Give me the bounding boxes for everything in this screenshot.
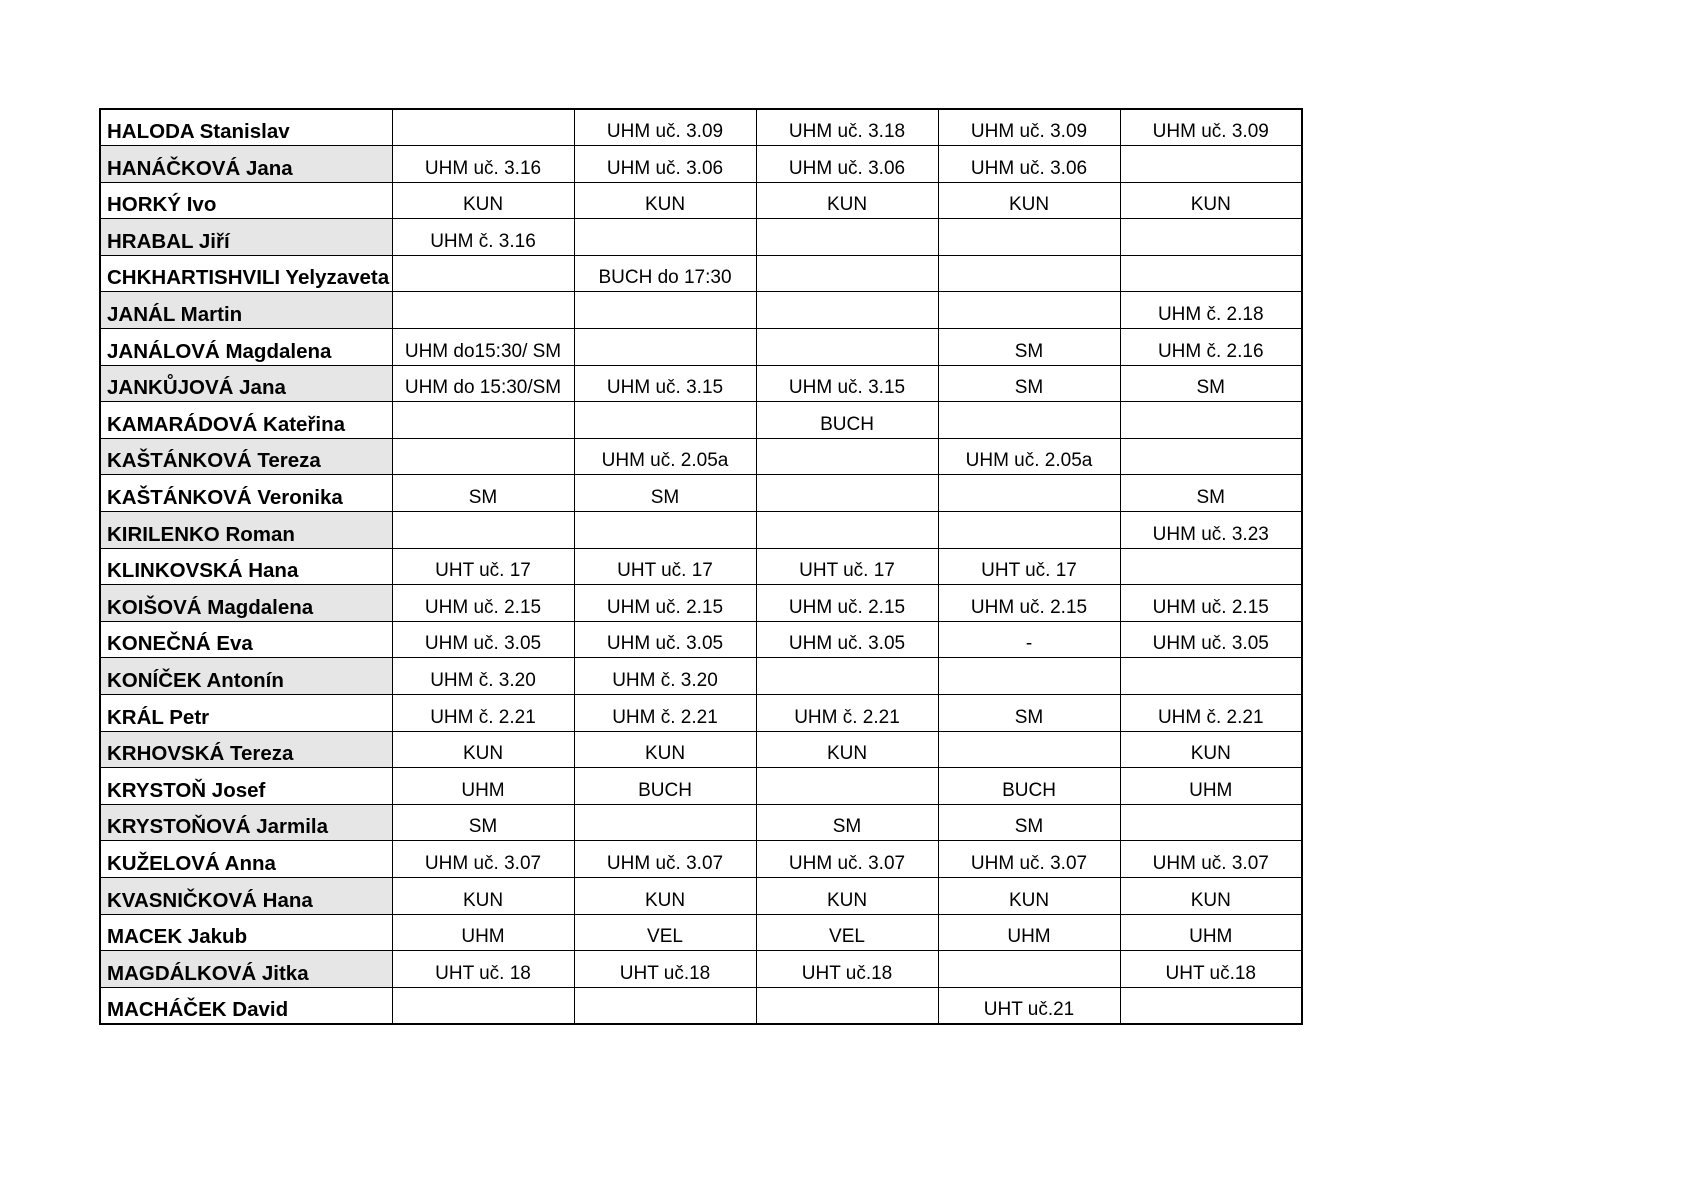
schedule-cell: UHM uč. 3.09 (574, 109, 756, 146)
schedule-cell: UHM uč. 3.16 (392, 146, 574, 183)
schedule-cell: KUN (574, 731, 756, 768)
schedule-cell (938, 475, 1120, 512)
schedule-cell (938, 731, 1120, 768)
table-row (100, 804, 1302, 841)
schedule-cell: UHT uč.21 (938, 987, 1120, 1024)
table-row (100, 731, 1302, 768)
table-row (100, 658, 1302, 695)
schedule-cell: UHM č. 2.16 (1120, 329, 1302, 366)
teacher-name: HORKÝ Ivo (100, 182, 392, 219)
table-row (100, 987, 1302, 1024)
teacher-name: MACHÁČEK David (100, 987, 392, 1024)
schedule-cell: SM (938, 365, 1120, 402)
schedule-cell (938, 402, 1120, 439)
schedule-cell: KUN (392, 182, 574, 219)
schedule-cell: UHM uč. 2.05a (938, 438, 1120, 475)
teacher-name: KRHOVSKÁ Tereza (100, 731, 392, 768)
schedule-cell: UHM do 15:30/SM (392, 365, 574, 402)
schedule-cell (938, 951, 1120, 988)
schedule-cell (392, 255, 574, 292)
schedule-cell: UHM uč. 3.18 (756, 109, 938, 146)
schedule-cell: KUN (1120, 731, 1302, 768)
schedule-cell (756, 219, 938, 256)
schedule-cell (756, 512, 938, 549)
teacher-name: KAŠTÁNKOVÁ Tereza (100, 438, 392, 475)
schedule-cell: SM (938, 804, 1120, 841)
schedule-cell: SM (392, 804, 574, 841)
schedule-cell: VEL (574, 914, 756, 951)
schedule-cell (938, 658, 1120, 695)
schedule-cell: UHM (1120, 768, 1302, 805)
schedule-cell: SM (938, 329, 1120, 366)
schedule-cell: SM (756, 804, 938, 841)
schedule-cell (574, 219, 756, 256)
schedule-cell (1120, 219, 1302, 256)
schedule-cell: UHM č. 2.18 (1120, 292, 1302, 329)
schedule-cell (1120, 255, 1302, 292)
schedule-cell: KUN (756, 182, 938, 219)
schedule-cell: UHM uč. 2.15 (938, 585, 1120, 622)
schedule-cell: UHT uč.18 (574, 951, 756, 988)
table-row (100, 841, 1302, 878)
teacher-name: KAMARÁDOVÁ Kateřina (100, 402, 392, 439)
teacher-name: KRÁL Petr (100, 695, 392, 732)
schedule-cell: UHM uč. 3.23 (1120, 512, 1302, 549)
teacher-name: MACEK Jakub (100, 914, 392, 951)
schedule-cell (1120, 402, 1302, 439)
schedule-cell (392, 292, 574, 329)
schedule-cell (756, 768, 938, 805)
table-row (100, 255, 1302, 292)
schedule-cell: UHM uč. 2.15 (756, 585, 938, 622)
table-row (100, 548, 1302, 585)
schedule-cell: SM (1120, 365, 1302, 402)
schedule-cell: KUN (1120, 182, 1302, 219)
table-row (100, 365, 1302, 402)
schedule-cell: UHM (392, 768, 574, 805)
schedule-cell: UHM uč. 2.15 (392, 585, 574, 622)
teacher-name: KRYSTOŇ Josef (100, 768, 392, 805)
table-row (100, 438, 1302, 475)
schedule-cell: KUN (756, 877, 938, 914)
schedule-cell: UHM uč. 2.15 (1120, 585, 1302, 622)
schedule-cell (574, 402, 756, 439)
schedule-cell: KUN (392, 731, 574, 768)
teacher-name: KONEČNÁ Eva (100, 621, 392, 658)
schedule-cell (1120, 804, 1302, 841)
table-row (100, 914, 1302, 951)
schedule-cell (1120, 438, 1302, 475)
schedule-cell (392, 987, 574, 1024)
teacher-name: KRYSTOŇOVÁ Jarmila (100, 804, 392, 841)
schedule-cell: UHM uč. 2.15 (574, 585, 756, 622)
table-row (100, 877, 1302, 914)
schedule-cell: BUCH (574, 768, 756, 805)
schedule-cell: UHM do15:30/ SM (392, 329, 574, 366)
schedule-cell (392, 109, 574, 146)
schedule-cell: UHT uč.18 (756, 951, 938, 988)
schedule-cell (756, 987, 938, 1024)
schedule-cell (574, 292, 756, 329)
teacher-name: HANÁČKOVÁ Jana (100, 146, 392, 183)
schedule-cell: UHM uč. 3.09 (1120, 109, 1302, 146)
schedule-cell: UHM (392, 914, 574, 951)
table-row (100, 475, 1302, 512)
schedule-cell: SM (938, 695, 1120, 732)
teacher-name: HRABAL Jiří (100, 219, 392, 256)
table-row (100, 695, 1302, 732)
schedule-cell: UHM uč. 3.07 (574, 841, 756, 878)
schedule-cell: UHM uč. 3.09 (938, 109, 1120, 146)
schedule-cell: UHT uč. 18 (392, 951, 574, 988)
table-row (100, 768, 1302, 805)
teacher-name: KONÍČEK Antonín (100, 658, 392, 695)
schedule-cell: UHM uč. 3.07 (1120, 841, 1302, 878)
table-row (100, 621, 1302, 658)
schedule-cell (1120, 548, 1302, 585)
schedule-cell: UHM č. 2.21 (574, 695, 756, 732)
schedule-cell: UHM uč. 3.05 (1120, 621, 1302, 658)
teacher-name: KVASNIČKOVÁ Hana (100, 877, 392, 914)
teacher-name: MAGDÁLKOVÁ Jitka (100, 951, 392, 988)
schedule-cell: UHM uč. 3.07 (756, 841, 938, 878)
schedule-cell: BUCH (756, 402, 938, 439)
teacher-name: KLINKOVSKÁ Hana (100, 548, 392, 585)
schedule-cell: UHM uč. 3.07 (938, 841, 1120, 878)
schedule-cell: UHM č. 3.20 (392, 658, 574, 695)
schedule-cell (756, 255, 938, 292)
schedule-cell: UHM uč. 3.15 (574, 365, 756, 402)
schedule-cell: SM (1120, 475, 1302, 512)
schedule-cell: UHM uč. 3.06 (938, 146, 1120, 183)
schedule-cell: UHT uč.18 (1120, 951, 1302, 988)
schedule-cell (574, 329, 756, 366)
table-row (100, 585, 1302, 622)
schedule-cell: BUCH do 17:30 (574, 255, 756, 292)
teacher-name: CHKHARTISHVILI Yelyzaveta (100, 255, 392, 292)
schedule-cell: UHM č. 2.21 (1120, 695, 1302, 732)
teacher-name: KAŠTÁNKOVÁ Veronika (100, 475, 392, 512)
schedule-cell (756, 438, 938, 475)
schedule-cell: KUN (938, 182, 1120, 219)
schedule-cell (938, 512, 1120, 549)
schedule-cell: UHM uč. 3.06 (756, 146, 938, 183)
schedule-cell (574, 512, 756, 549)
table-row (100, 402, 1302, 439)
schedule-cell (756, 475, 938, 512)
schedule-cell: UHM č. 3.20 (574, 658, 756, 695)
schedule-cell: UHM uč. 3.15 (756, 365, 938, 402)
teacher-name: JANÁL Martin (100, 292, 392, 329)
schedule-cell: UHM uč. 3.07 (392, 841, 574, 878)
teacher-name: KIRILENKO Roman (100, 512, 392, 549)
schedule-cell: UHM č. 3.16 (392, 219, 574, 256)
schedule-cell: UHM (938, 914, 1120, 951)
schedule-cell: VEL (756, 914, 938, 951)
schedule-cell: KUN (1120, 877, 1302, 914)
schedule-cell (1120, 987, 1302, 1024)
schedule-cell (574, 987, 756, 1024)
schedule-cell (938, 219, 1120, 256)
schedule-cell: UHT uč. 17 (756, 548, 938, 585)
schedule-cell: BUCH (938, 768, 1120, 805)
schedule-cell: UHT uč. 17 (574, 548, 756, 585)
teacher-name: JANÁLOVÁ Magdalena (100, 329, 392, 366)
table-row (100, 512, 1302, 549)
schedule-cell: KUN (756, 731, 938, 768)
schedule-cell: UHM uč. 3.05 (392, 621, 574, 658)
table-row (100, 951, 1302, 988)
schedule-cell: KUN (574, 877, 756, 914)
schedule-cell (938, 292, 1120, 329)
schedule-cell (392, 402, 574, 439)
schedule-cell (1120, 658, 1302, 695)
table-row (100, 292, 1302, 329)
table-row (100, 146, 1302, 183)
table-row (100, 219, 1302, 256)
schedule-body (100, 109, 1302, 1024)
teacher-name: KUŽELOVÁ Anna (100, 841, 392, 878)
schedule-table (99, 108, 1303, 1025)
schedule-cell: UHT uč. 17 (938, 548, 1120, 585)
schedule-cell: UHM uč. 3.05 (574, 621, 756, 658)
schedule-cell (756, 658, 938, 695)
schedule-cell (392, 438, 574, 475)
schedule-cell: UHM uč. 3.06 (574, 146, 756, 183)
schedule-cell: UHM (1120, 914, 1302, 951)
schedule-cell: KUN (574, 182, 756, 219)
table-row (100, 109, 1302, 146)
teacher-name: JANKŮJOVÁ Jana (100, 365, 392, 402)
schedule-cell (1120, 146, 1302, 183)
schedule-cell: SM (574, 475, 756, 512)
schedule-cell: UHM č. 2.21 (756, 695, 938, 732)
teacher-name: KOIŠOVÁ Magdalena (100, 585, 392, 622)
schedule-cell: KUN (392, 877, 574, 914)
schedule-cell: SM (392, 475, 574, 512)
table-row (100, 329, 1302, 366)
schedule-cell: UHM č. 2.21 (392, 695, 574, 732)
schedule-cell (574, 804, 756, 841)
schedule-cell: UHM uč. 3.05 (756, 621, 938, 658)
schedule-cell (756, 292, 938, 329)
schedule-cell (392, 512, 574, 549)
schedule-cell: KUN (938, 877, 1120, 914)
schedule-cell (756, 329, 938, 366)
schedule-cell (938, 255, 1120, 292)
teacher-name: HALODA Stanislav (100, 109, 392, 146)
table-row (100, 182, 1302, 219)
schedule-cell: UHM uč. 2.05a (574, 438, 756, 475)
schedule-cell: UHT uč. 17 (392, 548, 574, 585)
schedule-cell: - (938, 621, 1120, 658)
